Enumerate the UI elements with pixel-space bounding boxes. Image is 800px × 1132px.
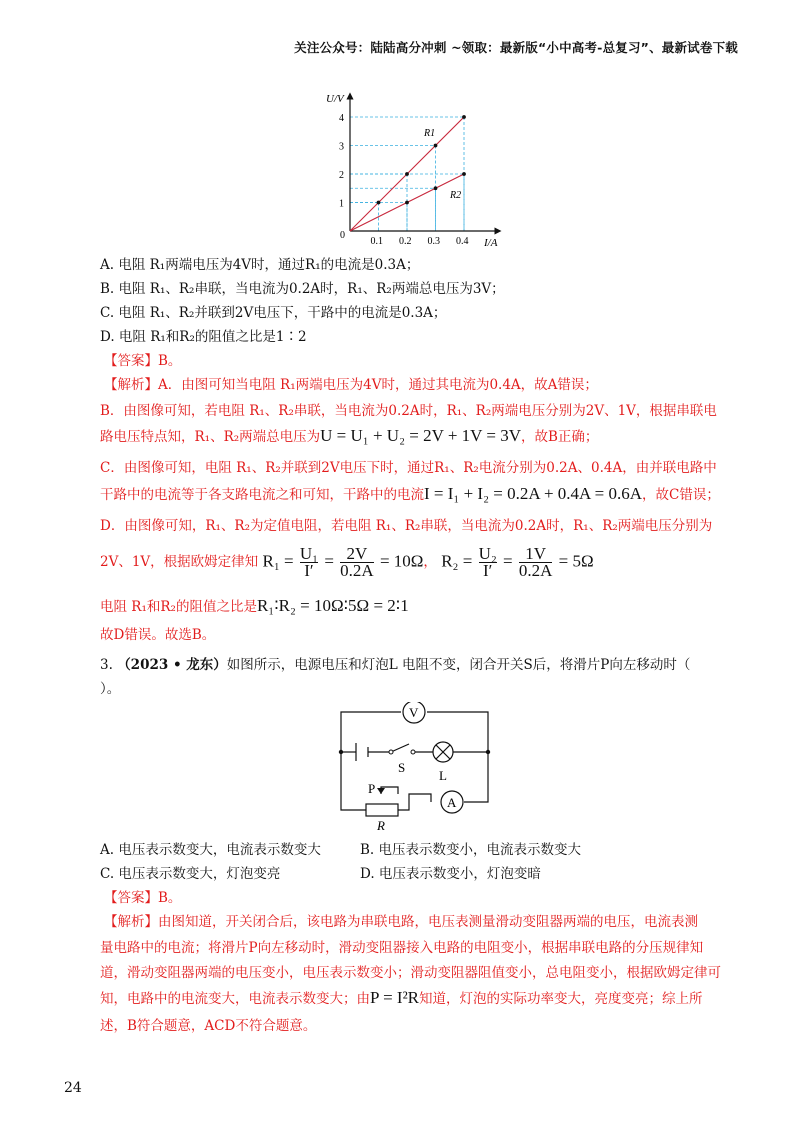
page-header: 关注公众号：陆陆高分冲刺 ~领取：最新版“小中高考-总复习”、最新试卷下载 — [294, 40, 738, 55]
q3-option-d: D. 电压表示数变小，灯泡变暗 — [360, 866, 541, 882]
y-tick-label-1: 2 — [339, 170, 344, 181]
rheostat-label: R — [377, 818, 385, 832]
q3-explain-5: 述，B符合题意，ACD不符合题意。 — [100, 1018, 317, 1034]
circuit-diagram — [336, 702, 496, 832]
q2-option-d: D. 电阻 R₁和R₂的阻值之比是1∶2 — [100, 329, 307, 345]
voltmeter-label: V — [409, 705, 419, 720]
formula-total-voltage: U = U₁ + U₂ = 2V + 1V = 3V — [320, 426, 521, 445]
data-point-R1-1 — [377, 201, 381, 205]
q2-option-c: C. 电阻 R₁、R₂并联到2V电压下，干路中的电流是0.3A； — [100, 305, 447, 321]
q2-explain-d3: 电阻 R₁和R₂的阻值之比是R₁∶R₂ = 10Ω∶5Ω = 2∶1 — [100, 596, 409, 615]
data-point-R1-2 — [405, 172, 409, 176]
q2-explain-c1: C．由图像可知，电阻 R₁、R₂并联到2V电压下时，通过R₁、R₂电流分别为0.2A、0.4A，由并联电路中 — [100, 460, 717, 476]
q2-explain-b2: 路电压特点知，R₁、R₂两端总电压为U = U₁ + U₂ = 2V + 1V = 3V，故B正确； — [100, 426, 599, 445]
origin-label: 0 — [340, 230, 345, 241]
q3-option-a: A. 电压表示数变大，电流表示数变大 — [100, 842, 321, 858]
x-tick-label-3: 0.4 — [456, 236, 469, 247]
q3-explain-4: 知，电路中的电流变大，电流表示数变大；由P = I²R知道，灯泡的实际功率变大，亮度变亮；综上所 — [100, 988, 703, 1007]
y-tick-label-3: 4 — [339, 113, 344, 124]
r1-label: R1 — [424, 128, 436, 139]
formula-ratio: R₁∶R₂ = 10Ω∶5Ω = 2∶1 — [256, 596, 409, 615]
y-tick-label-0: 1 — [339, 198, 344, 210]
q2-explain-d1: D．由图像可知，R₁、R₂为定值电阻，若电阻 R₁、R₂串联，当电流为0.2A时，R₁、R₂两端电压分别为 — [100, 518, 713, 534]
x-tick-label-2: 0.3 — [427, 236, 440, 247]
slider-arrow — [377, 788, 385, 794]
q3-option-c: C. 电压表示数变大，灯泡变亮 — [100, 866, 281, 882]
ui-graph — [320, 90, 520, 250]
q2-explain-a: 【解析】A．由图可知当电阻 R₁两端电压为4V时，通过其电流为0.4A，故A错误； — [104, 377, 598, 393]
formula-power: P = I²R — [370, 988, 420, 1007]
formula-r2: R₂ = $\frac{\text{U₂}}{I'}$ = $\frac{1V}{0.2A}$ = 5Ω — [441, 544, 594, 580]
slider-label: P — [368, 781, 376, 796]
formula-r1: R₁ = $\frac{\text{U₁}}{I'}$ = $\frac{2V}{0.2A}$ = 10Ω — [262, 544, 424, 580]
q2-option-a: A. 电阻 R₁两端电压为4V时，通过R₁的电流是0.3A； — [100, 257, 420, 273]
page-number: 24 — [64, 1080, 82, 1096]
data-point-R2-1 — [405, 201, 409, 205]
data-point-R2-2 — [434, 186, 438, 190]
lamp-label: L — [439, 768, 447, 783]
q2-explain-b1: B．由图像可知，若电阻 R₁、R₂串联，当电流为0.2A时，R₁、R₂两端电压分别为2V、1V，根据串联电 — [100, 403, 717, 419]
q3-explain-2: 量电路中的电流；将滑片P向左移动时，滑动变阻器接入电路的电阻变小，根据串联电路的分压规律知 — [100, 940, 704, 956]
r2-label: R2 — [450, 190, 462, 201]
q3-explain-1: 【解析】由图知道，开关闭合后，该电路为串联电路，电压表测量滑动变阻器两端的电压，电流表测 — [104, 914, 698, 930]
q3-option-b: B. 电压表示数变小，电流表示数变大 — [360, 842, 582, 858]
q2-explain-c2: 干路中的电流等于各支路电流之和可知，干路中的电流I = I₁ + I₂ = 0.2A + 0.4A = 0.6A，故C错误； — [100, 484, 720, 503]
ammeter-label: A — [447, 795, 457, 810]
q2-option-b: B. 电阻 R₁、R₂串联，当电流为0.2A时，R₁、R₂两端总电压为3V； — [100, 281, 505, 297]
q2-answer: 【答案】B。 — [104, 353, 182, 369]
y-axis-label: U/V — [326, 93, 344, 105]
q3-answer: 【答案】B。 — [104, 890, 182, 906]
y-tick-label-2: 3 — [339, 141, 344, 153]
data-point-R2-3 — [462, 172, 466, 176]
x-tick-label-1: 0.2 — [399, 236, 412, 247]
data-point-R1-3 — [434, 144, 438, 148]
graph-lines — [350, 115, 466, 231]
q2-explain-d4: 故D错误。故选B。 — [100, 627, 216, 643]
formula-total-current: I = I₁ + I₂ = 0.2A + 0.4A = 0.6A — [424, 484, 642, 503]
x-tick-label-0: 0.1 — [370, 236, 383, 247]
data-point-R1-4 — [462, 115, 466, 119]
q3-stem-end: ）。 — [100, 681, 121, 697]
q3-explain-3: 道，滑动变阻器两端的电压变小，电压表示数变小；滑动变阻器阻值变小，总电阻变小，根据欧姆定律可 — [100, 965, 721, 981]
q2-explain-d2: 2V、1V，根据欧姆定律知 R₁ = $\frac{\text{U₁}}{I'}$ = $\frac{2V}{0.2A}$ = 10Ω， R₂ = $\frac{\text{U₂}}{I'}$ = $\frac{1V}{0.2A}$ = 5Ω — [100, 544, 594, 580]
x-axis-label: I/A — [484, 237, 498, 249]
switch-label: S — [398, 760, 406, 775]
q3-stem: 3. （2023 • 龙东）如图所示，电源电压和灯泡L 电阻不变，闭合开关S后，将滑片P向左移动时（ — [100, 657, 691, 673]
